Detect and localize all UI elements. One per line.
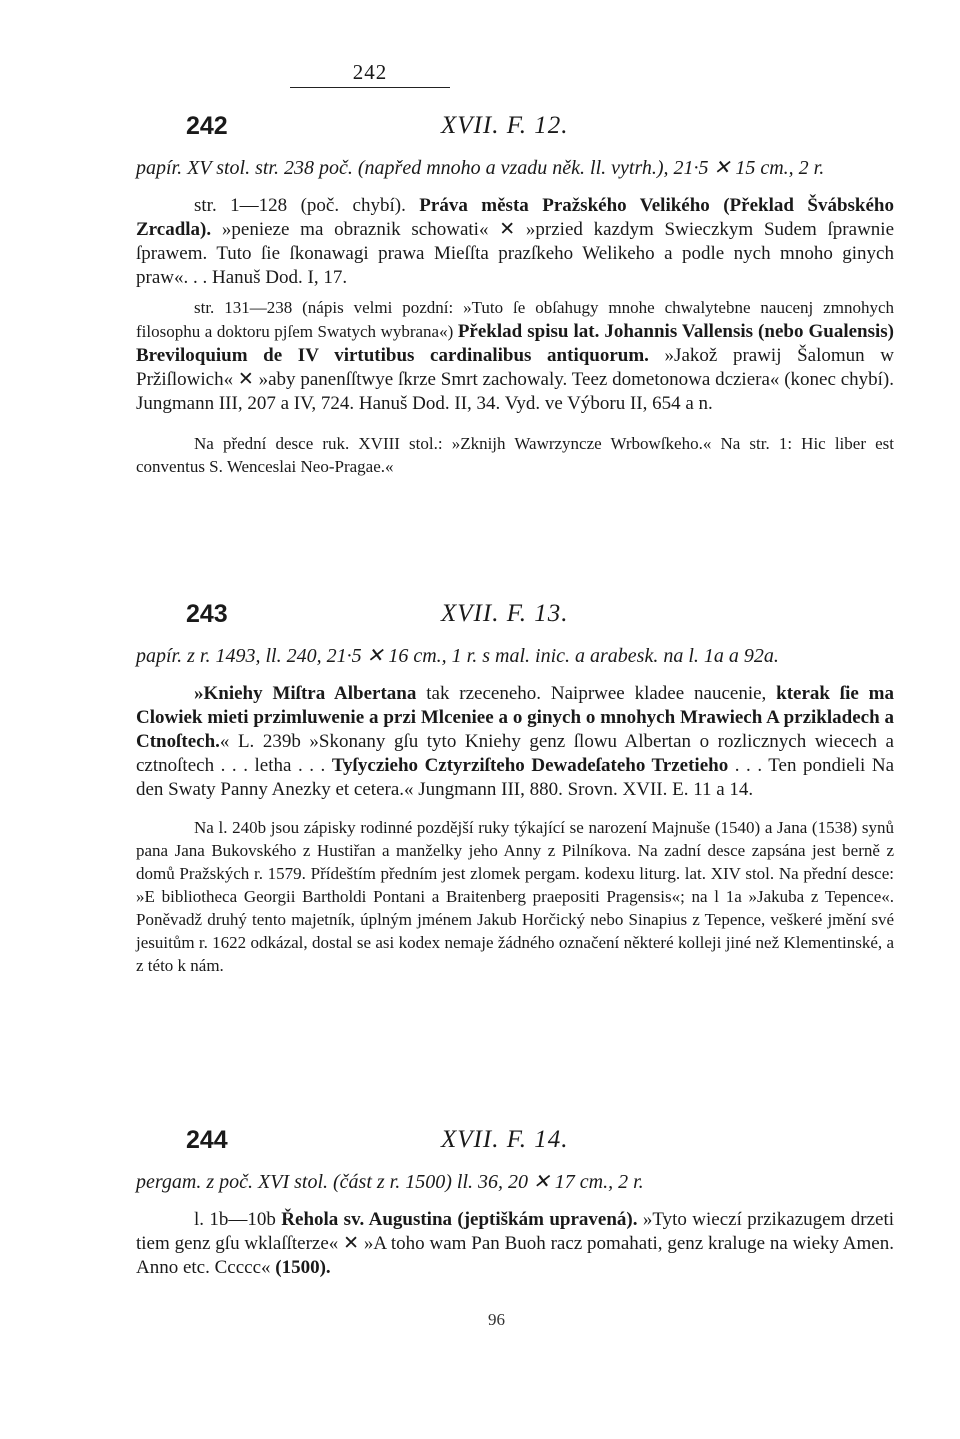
- provenance-note: Na l. 240b jsou zápisky rodinné pozdější ruky týkající se narození Majnuše (1540) a Jana (1538) synů pana Jana Bukovského z Hustiřan a manželky jeho Anny z Pilníkova. Na zadní desce zapsána jest berně z domů Pražských r. 1579. Přídeštím předním jest zlomek pergam. kodexu liturg. lat. XIV stol. Na přední desce: »E bibliotheca Georgii Bartholdi Pontani a Braitenberg praepositi Pragensis«; na l 1a »Jakuba z Tepence«. Poněvadž druhý tento majetník, úplným jménem Jakub Horčický nebo Sinapius z Tepence, veškeré jmění své jesuitům r. 1622 odkázal, dostal se asi kodex nemaje žádného označení některé kolleji jiné než Klementinské, a z této k nám.: [136, 818, 894, 975]
- provenance-note: Na přední desce ruk. XVIII stol.: »Zknijh Wawrzyncze Wrbowſkeho.« Na str. 1: Hic liber est conventus S. Wenceslai Neo-Pragae.«: [136, 434, 894, 476]
- running-head: 242: [290, 60, 450, 88]
- entry-number: 243: [186, 600, 228, 628]
- work-title: Překlad spisu lat. Johannis Vallensis (nebo Gualensis) Breviloquium de IV virtutibus cardinalibus antiquorum.: [136, 321, 894, 366]
- catalog-entry-244: [136, 1126, 894, 1280]
- shelfmark: XVII. F. 14.: [441, 1126, 569, 1153]
- content-paragraph-2: [136, 296, 894, 416]
- entry-header: [136, 112, 894, 152]
- text-run: tak rzeceneho. Naiprwee kladee naucenie,: [416, 683, 777, 704]
- text-run: . . . Ten pondieli Na den Swaty Panny Anezky et cetera.« Jungmann III, 880. Srovn. XVII. E. 11 a 14.: [136, 755, 894, 800]
- work-title: kterak ſie ma Clowiek mieti przimluwenie a przi Mlceniee a o ginych o mnohych Mrawiech A przikladech a Ctnoſtech.: [136, 683, 894, 752]
- shelfmark: XVII. F. 13.: [441, 600, 569, 627]
- physical-description: pergam. z poč. XVI stol. (část z r. 1500) ll. 36, 20 ✕ 17 cm., 2 r.: [136, 1171, 644, 1193]
- entry-header: [136, 600, 894, 640]
- page-folio: 96: [488, 1310, 505, 1329]
- work-title: »Kniehy Miſtra Albertana: [194, 683, 417, 704]
- shelfmark: XVII. F. 12.: [441, 112, 569, 139]
- date-phrase: (1500).: [275, 1257, 331, 1278]
- entry-number: 242: [186, 112, 228, 140]
- date-phrase: Tyſyczieho Cztyrziſteho Dewadeſateho Trzetieho: [331, 755, 729, 776]
- content-paragraph-1: [136, 194, 894, 290]
- catalog-entry-242: [136, 112, 894, 478]
- work-title: Práva města Pražského Velikého (Překlad Švábského Zrcadla).: [136, 195, 894, 240]
- entry-number: 244: [186, 1126, 228, 1154]
- entry-header: [136, 1126, 894, 1166]
- content-paragraph-1: [136, 682, 894, 802]
- work-title: Řehola sv. Augustina (jeptiškám upravená).: [281, 1209, 638, 1230]
- physical-description: papír. z r. 1493, ll. 240, 21·5 ✕ 16 cm., 1 r. s mal. inic. a arabesk. na l. 1a a 92a.: [136, 645, 779, 667]
- text-run: »Jakož prawij Šalomun w Pržiſlowich« ✕ »aby panenſſtwye ſkrze Smrt zachowaly. Teez dometonowa dcziera« (konec chybí). Jungmann III, 207 a IV, 724. Hanuš Dod. II, 34. Vyd. ve Výboru II, 654 a n.: [136, 345, 895, 414]
- text-run: str. 131—238 (nápis velmi pozdní: »Tuto ſe obſahugy mnohe chwalytebne naucenj zmnohych filosophu a doktoru pjſem Swatych wybrana«): [136, 298, 894, 341]
- catalog-entry-243: [136, 600, 894, 977]
- text-run: »penieze ma obraznik schowati« ✕ »przied kazdym Swieczkym Sudem ſprawnie ſprawem. Tuto ſie ſkonawagi prawa Mieſſta prazſkeho Welikeho a podle nych mnoho ginych praw«. . . Hanuš Dod. I, 17.: [136, 219, 894, 288]
- text-run: str. 1—128 (poč. chybí).: [194, 195, 420, 216]
- text-run: l. 1b—10b: [194, 1209, 282, 1230]
- content-paragraph-1: [136, 1208, 894, 1280]
- text-run: »Tyto wieczí przikazugem drzeti tiem genz gſu wklaſſterze« ✕ »A toho wam Pan Buoh racz pomahati, genz kraluge na wieky Amen. Anno etc. Ccccc«: [136, 1209, 895, 1278]
- text-run: « L. 239b »Skonany gſu tyto Kniehy genz ſlowu Albertan o rozlicznych wiecech a cztnoſtech . . . letha . . .: [136, 731, 894, 776]
- physical-description: papír. XV stol. str. 238 poč. (napřed mnoho a vzadu něk. ll. vytrh.), 21·5 ✕ 15 cm., 2 r.: [136, 157, 825, 179]
